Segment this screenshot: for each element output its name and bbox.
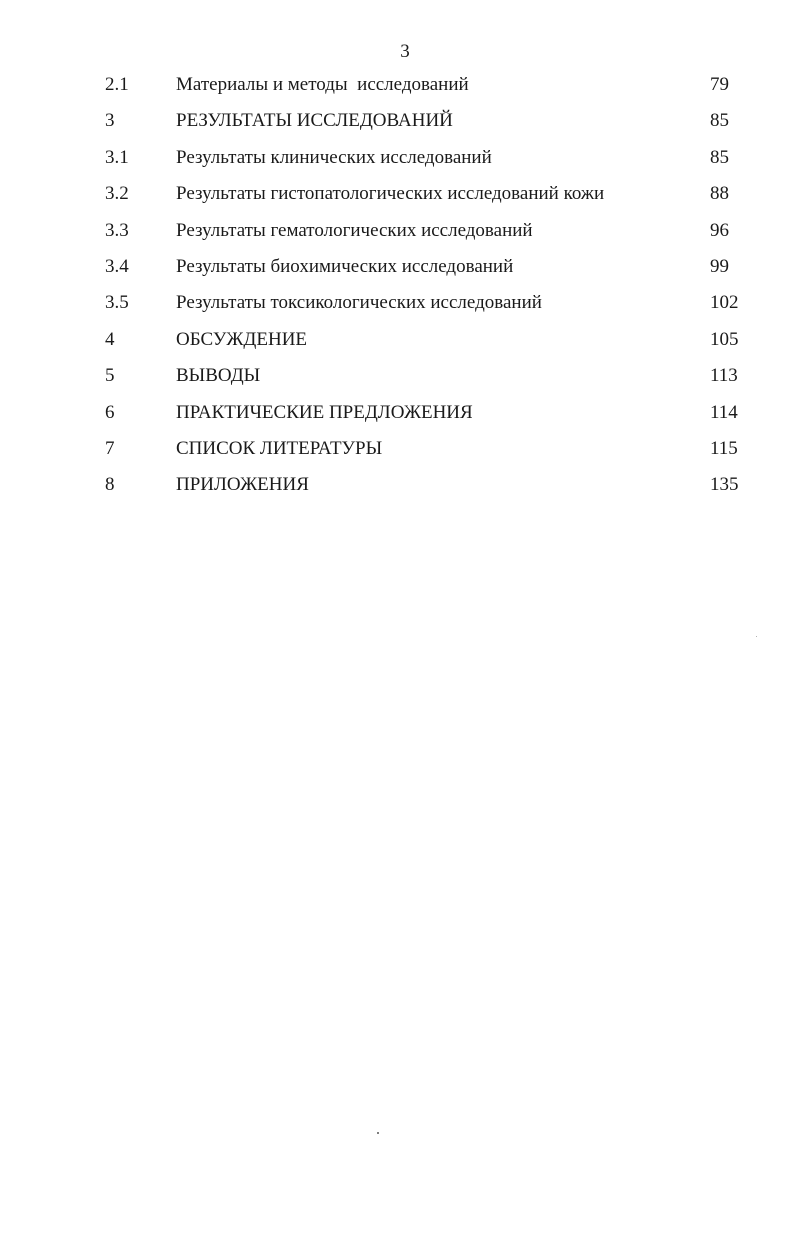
scan-speck (377, 1132, 379, 1134)
toc-entry-title: ВЫВОДЫ (176, 365, 261, 387)
toc-entry-number: 4 (105, 328, 115, 350)
toc-entry (0, 398, 796, 434)
toc-entry-page: 135 (710, 474, 739, 496)
table-of-contents (0, 70, 796, 507)
toc-entry-number: 3 (105, 110, 115, 132)
toc-entry-page: 113 (710, 365, 738, 387)
toc-entry-page: 96 (710, 219, 729, 241)
toc-entry-title: ОБСУЖДЕНИЕ (176, 328, 308, 350)
toc-entry-number: 6 (105, 401, 115, 423)
toc-entry (0, 361, 796, 397)
toc-entry-page: 102 (710, 292, 739, 314)
toc-entry-title: Результаты клинических исследований (176, 146, 492, 168)
scan-speck (756, 636, 757, 637)
toc-entry-page: 88 (710, 183, 729, 205)
toc-entry-page: 79 (710, 74, 729, 95)
toc-entry (0, 325, 796, 361)
toc-entry-number: 5 (105, 365, 115, 387)
toc-entry-number: 3.3 (105, 219, 129, 241)
toc-entry-number: 3.2 (105, 183, 129, 205)
toc-entry-title: ПРИЛОЖЕНИЯ (176, 474, 309, 496)
toc-entry-page: 105 (710, 328, 739, 350)
toc-entry-number: 3.4 (105, 255, 129, 277)
toc-entry-page: 85 (710, 146, 729, 168)
toc-entry (0, 179, 796, 215)
toc-entry-number: 3.5 (105, 292, 129, 314)
toc-entry (0, 216, 796, 252)
toc-entry (0, 288, 796, 324)
toc-entry-title: ПРАКТИЧЕСКИЕ ПРЕДЛОЖЕНИЯ (176, 401, 473, 423)
toc-entry-title: Результаты токсикологических исследований (176, 292, 542, 314)
toc-entry-number: 7 (105, 437, 115, 459)
toc-entry (0, 252, 796, 288)
toc-entry-page: 115 (710, 437, 738, 459)
toc-entry-page: 85 (710, 110, 729, 132)
toc-entry-title: СПИСОК ЛИТЕРАТУРЫ (176, 437, 383, 459)
toc-entry-number: 3.1 (105, 146, 129, 168)
toc-entry-number: 8 (105, 474, 115, 496)
toc-entry-page: 114 (710, 401, 738, 423)
toc-entry-title: Результаты биохимических исследований (176, 255, 514, 277)
toc-entry (0, 70, 796, 106)
toc-entry (0, 106, 796, 142)
toc-entry (0, 143, 796, 179)
toc-entry-number: 2.1 (105, 74, 129, 95)
toc-entry-title: Результаты гематологических исследований (176, 219, 533, 241)
toc-entry (0, 434, 796, 470)
toc-entry-title: РЕЗУЛЬТАТЫ ИССЛЕДОВАНИЙ (176, 110, 453, 132)
toc-entry-title: Результаты гистопатологических исследований кожи (176, 183, 605, 205)
toc-entry-title: Материалы и методы исследований (176, 74, 469, 95)
page-number: 3 (400, 41, 410, 62)
toc-entry-page: 99 (710, 255, 729, 277)
toc-entry (0, 470, 796, 506)
